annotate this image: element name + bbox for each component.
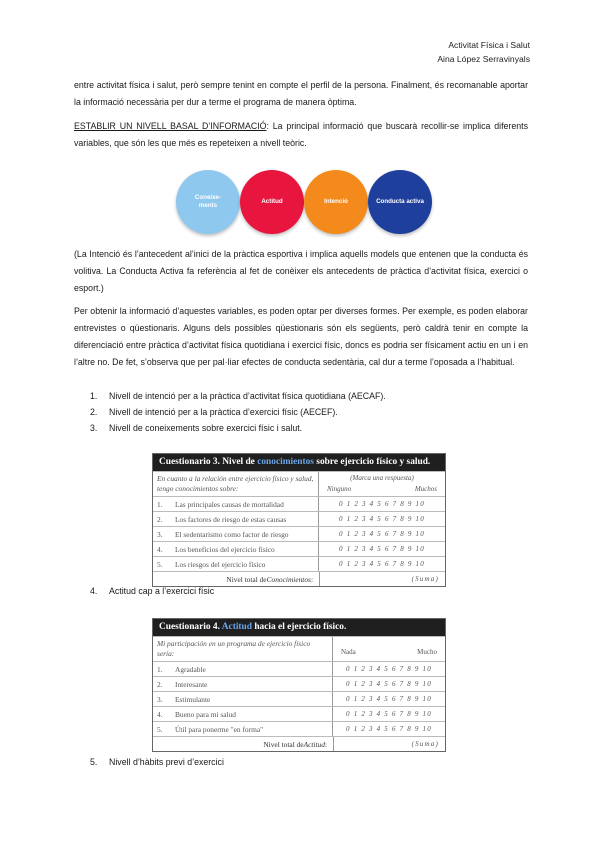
table-row: 4. Los beneficios del ejercicio físico 0 1 2 3 4 5 6 7 8 9 10 [153, 541, 445, 556]
paragraph-2 [74, 118, 528, 152]
total-row: Nivel total de Actitud : (Suma) [153, 736, 445, 751]
circle-intencio: Intenció [304, 170, 368, 234]
table-row: 3. El sedentarismo como factor de riesgo 0 1 2 3 4 5 6 7 8 9 10 [153, 526, 445, 541]
table-row: 2. Interesante 0 1 2 3 4 5 6 7 8 9 10 [153, 676, 445, 691]
mark-instruction: (Marca una respuesta) [350, 474, 414, 482]
questionnaire-3-title: Cuestionario 3. Nivel de conocimientos sobre ejercicio físico y salud. [153, 454, 445, 471]
scale-low: Nada [341, 648, 356, 656]
table-row: 3. Estimulante 0 1 2 3 4 5 6 7 8 9 10 [153, 691, 445, 706]
circle-conducta-activa: Conducta activa [368, 170, 432, 234]
questionnaire-4-intro: Mi participación en un programa de ejercicio físico sería: [157, 639, 311, 658]
questionnaire-list [90, 388, 386, 436]
table-row: 5. Útil para ponerme "en forma" 0 1 2 3 4 5 6 7 8 9 10 [153, 721, 445, 736]
list-item: 3. Nivell de coneixements sobre exercici físic i salut. [90, 423, 303, 433]
paragraph-3: (La Intenció és l’antecedent al’inici de la pràctica esportiva i implica aquells models que entenen que la conducta és volitiva. La Conducta Activa fa referència al fet de conèixer els antecedents de pràctica d’activitat física, exercici o esport.) [74, 249, 528, 293]
table-row: 1. Las principales causas de mortalidad 0 1 2 3 4 5 6 7 8 9 10 [153, 496, 445, 511]
list-item-4: 4. Actitud cap a l’exercici físic [90, 586, 215, 596]
table-row: 4. Bueno para mi salud 0 1 2 3 4 5 6 7 8 9 10 [153, 706, 445, 721]
scale-high: Muchos [414, 485, 437, 493]
questionnaire-3-table [152, 453, 446, 587]
section-heading: ESTABLIR UN NIVELL BASAL D’INFORMACIÓ [74, 121, 267, 131]
questionnaire-3-intro: En cuanto a la relación entre ejercicio físico y salud, tengo conocimientos sobre: [157, 474, 314, 493]
table-row: 1. Agradable 0 1 2 3 4 5 6 7 8 9 10 [153, 661, 445, 676]
page-header [437, 38, 530, 66]
table-row: 2. Los factores de riesgo de estas causas 0 1 2 3 4 5 6 7 8 9 10 [153, 511, 445, 526]
header-title: Activitat Física i Salut [448, 40, 530, 50]
table-row: 5. Los riesgos del ejercicio físico 0 1 2 3 4 5 6 7 8 9 10 [153, 556, 445, 571]
paragraph-4: Per obtenir la informació d’aquestes variables, es poden optar per diverses formes. Per exemple, es poden elaborar entrevistes o qüestionaris. Alguns dels possibles qüestionaris són els següents, però caldrà tenir en compte la diferenciació entre pràctica d’activitat física quotidiana i exercici físic, doncs es podria ser físicament actiu en un i en l’altre no. De fet, s’observa que per pal·liar efectes de conducta sedentària, cal dur a terme l’oposada a l’habitual. [74, 306, 528, 367]
variables-diagram [176, 168, 438, 234]
circle-actitud: Actitud [240, 170, 304, 234]
questionnaire-4-title: Cuestionario 4. Actitud hacia el ejercicio físico. [153, 619, 445, 636]
header-author: Aina López Serravinyals [437, 54, 530, 64]
paragraph-1: entre activitat física i salut, però sempre tenint en compte el perfil de la persona. Finalment, és recomanable aportar la informació necessària per dur a terme el programa de manera òptima. [74, 80, 528, 107]
questionnaire-4-table [152, 618, 446, 752]
scale-high: Mucho [417, 648, 437, 656]
total-row: Nivel total de Conocimientos : (Suma) [153, 571, 445, 586]
list-item: 2. Nivell de intenció per a la pràctica d’exercici físic (AECEF). [90, 407, 338, 417]
list-item: 1. Nivell de intenció per a la pràctica d’activitat física quotidiana (AECAF). [90, 391, 386, 401]
circle-coneixements: Coneixe- ments [176, 170, 240, 234]
list-item-5: 5. Nivell d’hàbits previ d’exercici [90, 757, 224, 767]
scale-low: Ninguno [327, 485, 352, 493]
paragraph-2-text: : La principal informació que buscarà recollir-se implica diferents variables, que són les que més es repeteixen a nivell teòric. [74, 121, 528, 148]
